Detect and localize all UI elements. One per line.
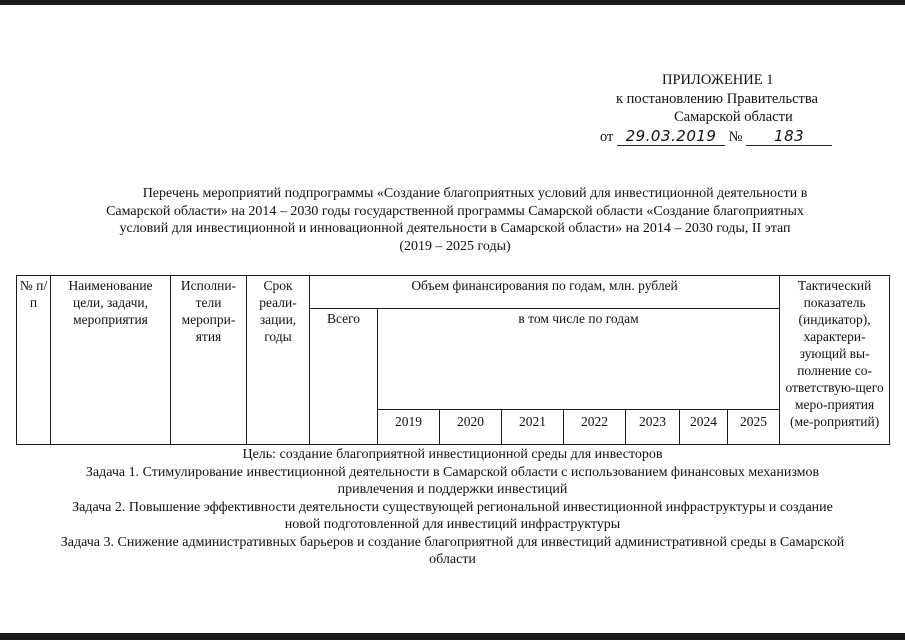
annex-date-number-line: [600, 128, 832, 146]
title-line: условий для инвестиционной и инновационной деятельности в Самарской области» на 2014 – 2030 годы, II этап: [119, 221, 791, 236]
annex-resolution-line: к постановлению Правительства: [616, 91, 818, 107]
handwritten-number: 183: [746, 128, 832, 146]
title-line: Самарской области» на 2014 – 2030 годы государственной программы Самарской области «Создание благоприятных: [106, 203, 804, 219]
scan-edge-top: [0, 0, 905, 5]
task-line: области: [429, 552, 476, 567]
annex-title: ПРИЛОЖЕНИЕ 1: [662, 72, 774, 88]
task-line: Задача 2. Повышение эффективности деятельности существующей региональной инвестиционной инфраструктуры и создание: [72, 499, 833, 515]
annex-region-line: Самарской области: [674, 109, 793, 125]
header-term: Срок реали-зации, годы: [247, 276, 310, 445]
number-label: №: [728, 129, 743, 145]
task-line: новой подготовленной для инвестиций инфраструктуры: [284, 517, 621, 532]
goal-line: Цель: создание благоприятной инвестиционной среды для инвесторов: [242, 447, 663, 462]
header-name: Наименование цели, задачи, мероприятия: [51, 276, 171, 445]
year-header: 2023: [626, 410, 680, 445]
header-funding: Объем финансирования по годам, млн. рублей: [310, 276, 780, 309]
task-line: Задача 3. Снижение административных барьеров и создание благоприятной для инвестиций административной среды в Самарской: [60, 534, 845, 550]
year-header: 2024: [680, 410, 728, 445]
year-header: 2019: [378, 410, 440, 445]
year-header: 2020: [440, 410, 502, 445]
from-label: от: [600, 129, 614, 145]
header-indicator: Тактический показатель (индикатор), характери-зующий вы-полнение со-ответствую-щего меро-приятия (ме-роприятий): [780, 276, 890, 445]
goals-section: [10, 446, 895, 569]
header-number: № п/п: [17, 276, 51, 445]
header-executors: Исполни-тели меропри-ятия: [171, 276, 247, 445]
header-by-years: в том числе по годам: [378, 309, 780, 410]
year-header: 2021: [502, 410, 564, 445]
handwritten-date: 29.03.2019: [617, 128, 725, 146]
scan-edge-bottom: [0, 633, 905, 640]
task-line: привлечения и поддержки инвестиций: [337, 482, 568, 497]
task-line: Задача 1. Стимулирование инвестиционной деятельности в Самарской области с использованием финансовых механизмов: [85, 464, 820, 480]
title-line: (2019 – 2025 годы): [399, 238, 511, 254]
year-header: 2025: [728, 410, 780, 445]
header-total: Всего: [310, 309, 378, 445]
year-header: 2022: [564, 410, 626, 445]
activities-table: [16, 275, 890, 445]
title-line: Перечень мероприятий подпрограммы «Создание благоприятных условий для инвестиционной деятельности в: [142, 186, 808, 201]
document-title: [40, 185, 870, 255]
